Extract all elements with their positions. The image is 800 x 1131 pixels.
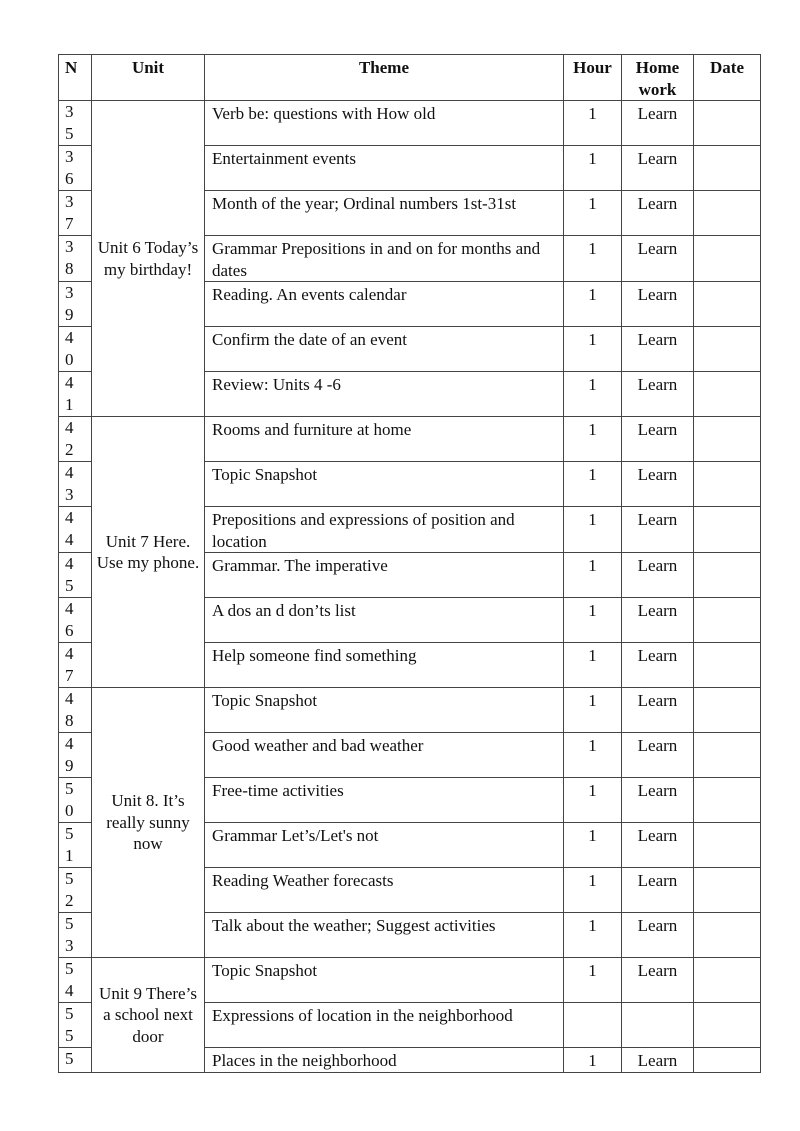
lesson-theme: Grammar Prepositions in and on for months and dates (205, 236, 564, 282)
lesson-homework: Learn (622, 507, 694, 553)
lesson-hours: 1 (564, 823, 622, 868)
lesson-homework: Learn (622, 553, 694, 598)
unit-name-text: Unit 6 Today’s my birthday! (97, 238, 199, 279)
unit-name-text: Unit 9 There’s a school next door (99, 983, 197, 1046)
lesson-date (694, 327, 761, 372)
lesson-homework: Learn (622, 146, 694, 191)
lesson-number-text: 51 (65, 824, 74, 865)
lesson-date (694, 146, 761, 191)
lesson-number (59, 191, 92, 236)
lesson-number (59, 643, 92, 688)
lesson-theme: Grammar Let’s/Let's not (205, 823, 564, 868)
lesson-number-text: 44 (65, 508, 74, 549)
lesson-number-text: 45 (65, 554, 74, 595)
lesson-hours: 1 (564, 688, 622, 733)
lesson-hours: 1 (564, 598, 622, 643)
lesson-date (694, 688, 761, 733)
lesson-number-text: 54 (65, 959, 74, 1000)
lesson-hours: 1 (564, 417, 622, 462)
lesson-homework: Learn (622, 417, 694, 462)
lesson-hours: 1 (564, 146, 622, 191)
unit-name (92, 417, 205, 688)
table-header-row (59, 55, 761, 101)
lesson-date (694, 236, 761, 282)
lesson-hours: 1 (564, 101, 622, 146)
lesson-date (694, 823, 761, 868)
lesson-theme: Prepositions and expressions of position and location (205, 507, 564, 553)
lesson-hours: 1 (564, 913, 622, 958)
lesson-number (59, 733, 92, 778)
lesson-hours: 1 (564, 327, 622, 372)
lesson-hours: 1 (564, 733, 622, 778)
lesson-hours: 1 (564, 553, 622, 598)
lesson-number (59, 236, 92, 282)
lesson-date (694, 462, 761, 507)
lesson-date (694, 643, 761, 688)
lesson-number (59, 417, 92, 462)
lesson-date (694, 1048, 761, 1073)
lesson-number (59, 778, 92, 823)
lesson-number-text: 47 (65, 644, 74, 685)
lesson-number (59, 101, 92, 146)
lesson-homework: Learn (622, 372, 694, 417)
table-row (59, 688, 761, 733)
lesson-number (59, 282, 92, 327)
lesson-theme: Free-time activities (205, 778, 564, 823)
lesson-number (59, 327, 92, 372)
lesson-number-text: 50 (65, 779, 74, 820)
unit-name-text: Unit 7 Here. Use my phone. (96, 531, 200, 572)
lesson-number (59, 958, 92, 1003)
lesson-date (694, 507, 761, 553)
lesson-hours: 1 (564, 643, 622, 688)
lesson-date (694, 191, 761, 236)
lesson-number (59, 868, 92, 913)
lesson-number-text: 39 (65, 283, 74, 324)
lesson-homework: Learn (622, 236, 694, 282)
lesson-homework: Learn (622, 1048, 694, 1073)
lesson-homework: Learn (622, 913, 694, 958)
header-n: N (59, 55, 92, 101)
lesson-date (694, 417, 761, 462)
lesson-number-text: 48 (65, 689, 74, 730)
lesson-number (59, 507, 92, 553)
lesson-number-text: 42 (65, 418, 74, 459)
lesson-plan-table (58, 54, 761, 1073)
lesson-homework: Learn (622, 101, 694, 146)
lesson-homework: Learn (622, 643, 694, 688)
lesson-number-text: 38 (65, 237, 74, 278)
unit-name (92, 958, 205, 1073)
lesson-hours: 1 (564, 507, 622, 553)
table-row (59, 101, 761, 146)
lesson-hours (564, 1003, 622, 1048)
header-homework: Home work (622, 55, 694, 101)
lesson-theme: Rooms and furniture at home (205, 417, 564, 462)
lesson-homework: Learn (622, 462, 694, 507)
unit-name-text: Unit 8. It’s really sunny now (106, 791, 190, 854)
lesson-theme: Grammar. The imperative (205, 553, 564, 598)
lesson-homework: Learn (622, 868, 694, 913)
lesson-hours: 1 (564, 868, 622, 913)
lesson-theme: Topic Snapshot (205, 958, 564, 1003)
lesson-number-text: 53 (65, 914, 74, 955)
lesson-date (694, 733, 761, 778)
lesson-homework: Learn (622, 688, 694, 733)
lesson-number (59, 462, 92, 507)
lesson-number-text: 55 (65, 1004, 74, 1045)
lesson-theme: Verb be: questions with How old (205, 101, 564, 146)
unit-name (92, 688, 205, 958)
lesson-date (694, 958, 761, 1003)
lesson-number (59, 553, 92, 598)
lesson-number-text: 36 (65, 147, 74, 188)
lesson-homework: Learn (622, 191, 694, 236)
lesson-homework: Learn (622, 282, 694, 327)
lesson-theme: Expressions of location in the neighborhood (205, 1003, 564, 1048)
lesson-number-text: 43 (65, 463, 74, 504)
lesson-theme: Review: Units 4 -6 (205, 372, 564, 417)
lesson-theme: Reading Weather forecasts (205, 868, 564, 913)
lesson-date (694, 101, 761, 146)
lesson-date (694, 553, 761, 598)
unit-name (92, 101, 205, 417)
lesson-number-text: 40 (65, 328, 74, 369)
lesson-homework: Learn (622, 733, 694, 778)
lesson-theme: Topic Snapshot (205, 462, 564, 507)
lesson-hours: 1 (564, 372, 622, 417)
header-hour: Hour (564, 55, 622, 101)
lesson-number-text: 35 (65, 102, 74, 143)
lesson-date (694, 372, 761, 417)
lesson-number (59, 598, 92, 643)
lesson-homework: Learn (622, 823, 694, 868)
lesson-date (694, 778, 761, 823)
lesson-theme: Month of the year; Ordinal numbers 1st-31st (205, 191, 564, 236)
lesson-number (59, 1048, 92, 1073)
header-theme: Theme (205, 55, 564, 101)
lesson-date (694, 598, 761, 643)
lesson-theme: Topic Snapshot (205, 688, 564, 733)
lesson-hours: 1 (564, 236, 622, 282)
lesson-hours: 1 (564, 778, 622, 823)
lesson-date (694, 282, 761, 327)
lesson-theme: A dos an d don’ts list (205, 598, 564, 643)
lesson-number-text: 46 (65, 599, 74, 640)
lesson-hours: 1 (564, 958, 622, 1003)
header-unit: Unit (92, 55, 205, 101)
lesson-number (59, 913, 92, 958)
lesson-theme: Entertainment events (205, 146, 564, 191)
lesson-number-text: 49 (65, 734, 74, 775)
lesson-theme: Help someone find something (205, 643, 564, 688)
lesson-homework: Learn (622, 327, 694, 372)
lesson-number (59, 146, 92, 191)
lesson-hours: 1 (564, 462, 622, 507)
lesson-date (694, 1003, 761, 1048)
lesson-hours: 1 (564, 282, 622, 327)
lesson-number (59, 1003, 92, 1048)
lesson-number-text: 37 (65, 192, 74, 233)
table-row (59, 417, 761, 462)
lesson-number-text: 41 (65, 373, 74, 414)
lesson-date (694, 868, 761, 913)
lesson-number-text: 5 (65, 1049, 74, 1068)
lesson-number (59, 372, 92, 417)
lesson-date (694, 913, 761, 958)
lesson-theme: Reading. An events calendar (205, 282, 564, 327)
lesson-number (59, 823, 92, 868)
lesson-hours: 1 (564, 1048, 622, 1073)
lesson-hours: 1 (564, 191, 622, 236)
table-row (59, 958, 761, 1003)
lesson-number (59, 688, 92, 733)
lesson-homework: Learn (622, 778, 694, 823)
lesson-number-text: 52 (65, 869, 74, 910)
header-date: Date (694, 55, 761, 101)
lesson-theme: Talk about the weather; Suggest activities (205, 913, 564, 958)
lesson-homework (622, 1003, 694, 1048)
lesson-theme: Places in the neighborhood (205, 1048, 564, 1073)
lesson-homework: Learn (622, 598, 694, 643)
lesson-theme: Good weather and bad weather (205, 733, 564, 778)
lesson-homework: Learn (622, 958, 694, 1003)
lesson-theme: Confirm the date of an event (205, 327, 564, 372)
